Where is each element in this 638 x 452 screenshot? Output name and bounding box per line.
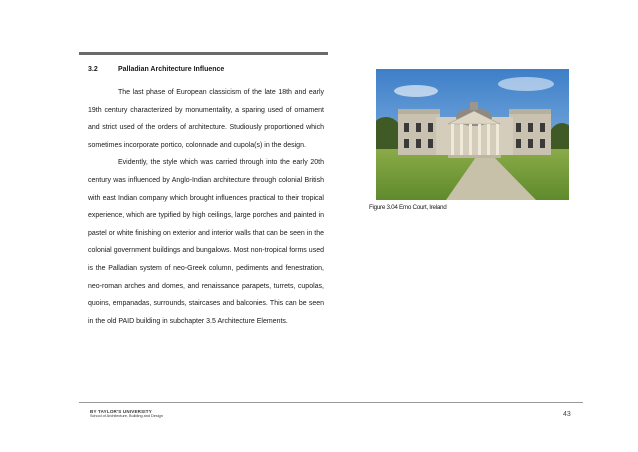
logo-line-2: School of Architecture, Building and Design: [90, 414, 163, 418]
paragraph-1: The last phase of European classicism of the late 18th and early 19th century characterized by monumentality, a sparing used of ornament and strict used of the orders of architecture. Studiously proportioned which sometimes incorporate portico, colonnade and cupola(s) in the design.: [88, 89, 324, 149]
paragraph-2: Evidently, the style which was carried through into the early 20th century was influenced by Anglo-Indian architecture through colonial British with east Indian company which brought influences practical to their tropical experience, which are typified by high ceilings, large porches and painted in pastel or white finishing on exterior and interior walls that can be seen in the colonial government buildings and bungalows. Most non-tropical forms used is the Palladian system of neo-Greek column, pediments and fenestration, neo-roman arches and domes, and renaissance parapets, turrets, cupolas, quoins, empanadas, surrounds, staircases and balconies. This can be seen in the old PAID building in subchapter 3.5 Architecture Elements.: [88, 159, 324, 325]
top-rule: [79, 52, 328, 55]
page-number: 43: [563, 411, 571, 418]
logo-line-1: BY TAYLOR'S UNIVERSITY: [90, 409, 152, 414]
section-title: Palladian Architecture Influence: [118, 66, 225, 73]
emo-court-photo-icon: [376, 69, 569, 200]
body-text: [88, 84, 324, 330]
section-heading: [88, 66, 224, 73]
figure-caption: Figure 3.04 Emo Court, Ireland: [369, 204, 447, 211]
figure-photo: [376, 69, 569, 200]
bottom-rule: [79, 402, 583, 403]
university-logo: [90, 409, 163, 419]
section-number: 3.2: [88, 66, 98, 73]
